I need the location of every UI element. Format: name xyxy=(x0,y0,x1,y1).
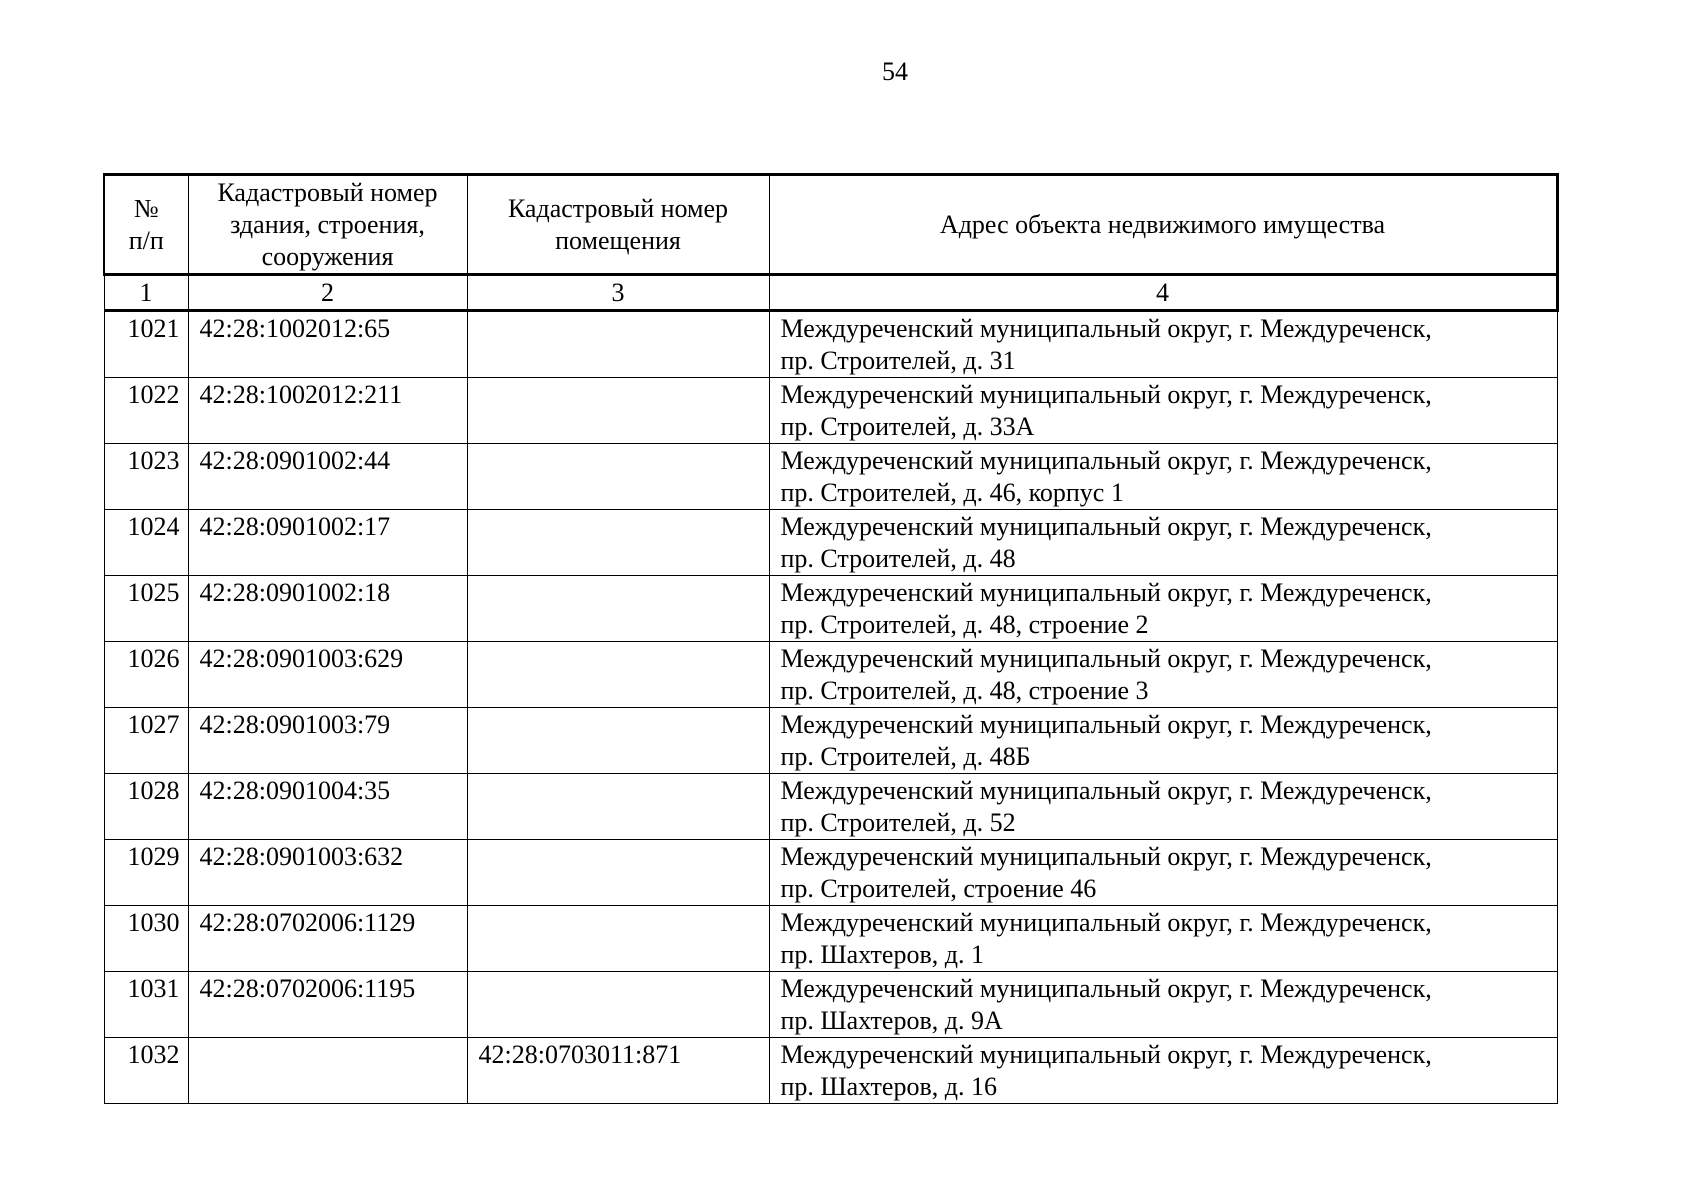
address-cell xyxy=(769,576,1557,642)
column-number: 2 xyxy=(188,275,467,311)
table-row xyxy=(104,510,1557,576)
address-line: пр. Строителей, д. 48Б xyxy=(780,742,1031,771)
address-line: пр. Шахтеров, д. 1 xyxy=(780,940,984,969)
building-cadastral-number: 42:28:0901004:35 xyxy=(188,774,467,840)
header-number-line: п/п xyxy=(128,225,164,255)
building-cadastral-number: 42:28:0901003:629 xyxy=(188,642,467,708)
column-number: 3 xyxy=(467,275,769,311)
header-address xyxy=(769,175,1557,275)
table-body xyxy=(104,311,1557,1104)
address-line: пр. Строителей, д. 31 xyxy=(780,346,1016,375)
room-cadastral-number xyxy=(467,774,769,840)
building-cadastral-number: 42:28:0901003:632 xyxy=(188,840,467,906)
address-line: пр. Строителей, д. 33А xyxy=(780,412,1035,441)
address-line: пр. Строителей, д. 48, строение 2 xyxy=(780,610,1149,639)
building-cadastral-number: 42:28:0901003:79 xyxy=(188,708,467,774)
room-cadastral-number xyxy=(467,510,769,576)
row-number: 1029 xyxy=(104,840,188,906)
row-number: 1025 xyxy=(104,576,188,642)
header-building-line: сооружения xyxy=(261,241,394,271)
address-line: пр. Шахтеров, д. 9А xyxy=(780,1006,1003,1035)
building-cadastral-number: 42:28:0702006:1195 xyxy=(188,972,467,1038)
address-line: Междуреченский муниципальный округ, г. Междуреченск, xyxy=(780,776,1432,805)
header-building-line: Кадастровый номер xyxy=(217,177,438,207)
header-room-line: помещения xyxy=(555,225,681,255)
address-cell xyxy=(769,972,1557,1038)
address-line: Междуреченский муниципальный округ, г. Междуреченск, xyxy=(780,446,1432,475)
property-registry-table xyxy=(103,173,1559,1104)
table-row xyxy=(104,642,1557,708)
address-line: Междуреченский муниципальный округ, г. Междуреченск, xyxy=(780,578,1432,607)
header-address-line: Адрес объекта недвижимого имущества xyxy=(939,209,1386,239)
room-cadastral-number xyxy=(467,311,769,378)
row-number: 1031 xyxy=(104,972,188,1038)
room-cadastral-number xyxy=(467,378,769,444)
header-number xyxy=(104,175,188,275)
address-cell xyxy=(769,774,1557,840)
address-cell xyxy=(769,444,1557,510)
table-row xyxy=(104,972,1557,1038)
row-number: 1032 xyxy=(104,1038,188,1104)
column-number: 4 xyxy=(769,275,1557,311)
table-row xyxy=(104,906,1557,972)
header-building-line: здания, строения, xyxy=(230,209,425,239)
table-header xyxy=(104,175,1557,311)
address-cell xyxy=(769,840,1557,906)
room-cadastral-number xyxy=(467,642,769,708)
table-row xyxy=(104,1038,1557,1104)
header-building-cadastral xyxy=(188,175,467,275)
header-number-line: № xyxy=(133,193,159,223)
table-row xyxy=(104,576,1557,642)
row-number: 1024 xyxy=(104,510,188,576)
table-row xyxy=(104,311,1557,378)
room-cadastral-number: 42:28:0703011:871 xyxy=(467,1038,769,1104)
address-cell xyxy=(769,378,1557,444)
row-number: 1026 xyxy=(104,642,188,708)
room-cadastral-number xyxy=(467,576,769,642)
row-number: 1022 xyxy=(104,378,188,444)
building-cadastral-number: 42:28:0901002:18 xyxy=(188,576,467,642)
table-row xyxy=(104,444,1557,510)
address-cell xyxy=(769,642,1557,708)
building-cadastral-number: 42:28:1002012:211 xyxy=(188,378,467,444)
table-row xyxy=(104,840,1557,906)
address-line: пр. Строителей, строение 46 xyxy=(780,874,1097,903)
address-cell xyxy=(769,906,1557,972)
building-cadastral-number: 42:28:0702006:1129 xyxy=(188,906,467,972)
address-line: Междуреченский муниципальный округ, г. Междуреченск, xyxy=(780,710,1432,739)
address-line: Междуреченский муниципальный округ, г. Междуреченск, xyxy=(780,842,1432,871)
room-cadastral-number xyxy=(467,972,769,1038)
table-row xyxy=(104,378,1557,444)
room-cadastral-number xyxy=(467,840,769,906)
header-row xyxy=(104,175,1557,275)
room-cadastral-number xyxy=(467,906,769,972)
address-line: Междуреченский муниципальный округ, г. Междуреченск, xyxy=(780,380,1432,409)
address-line: Междуреченский муниципальный округ, г. Междуреченск, xyxy=(780,974,1432,1003)
table-row xyxy=(104,708,1557,774)
room-cadastral-number xyxy=(467,444,769,510)
address-cell xyxy=(769,311,1557,378)
address-line: пр. Строителей, д. 46, корпус 1 xyxy=(780,478,1124,507)
address-line: пр. Строителей, д. 48 xyxy=(780,544,1016,573)
header-room-cadastral xyxy=(467,175,769,275)
page-number: 54 xyxy=(882,57,908,86)
building-cadastral-number: 42:28:0901002:17 xyxy=(188,510,467,576)
building-cadastral-number: 42:28:1002012:65 xyxy=(188,311,467,378)
row-number: 1021 xyxy=(104,311,188,378)
address-cell xyxy=(769,708,1557,774)
building-cadastral-number: 42:28:0901002:44 xyxy=(188,444,467,510)
address-cell xyxy=(769,510,1557,576)
address-line: Междуреченский муниципальный округ, г. Междуреченск, xyxy=(780,644,1432,673)
address-cell xyxy=(769,1038,1557,1104)
row-number: 1027 xyxy=(104,708,188,774)
address-line: Междуреченский муниципальный округ, г. Междуреченск, xyxy=(780,512,1432,541)
column-number: 1 xyxy=(104,275,188,311)
address-line: Междуреченский муниципальный округ, г. Междуреченск, xyxy=(780,908,1432,937)
address-line: пр. Строителей, д. 48, строение 3 xyxy=(780,676,1149,705)
address-line: Междуреченский муниципальный округ, г. Междуреченск, xyxy=(780,314,1432,343)
address-line: Междуреченский муниципальный округ, г. Междуреченск, xyxy=(780,1040,1432,1069)
address-line: пр. Строителей, д. 52 xyxy=(780,808,1016,837)
table-row xyxy=(104,774,1557,840)
room-cadastral-number xyxy=(467,708,769,774)
column-number-row xyxy=(104,275,1557,311)
header-room-line: Кадастровый номер xyxy=(507,193,729,223)
row-number: 1028 xyxy=(104,774,188,840)
address-line: пр. Шахтеров, д. 16 xyxy=(780,1072,997,1101)
row-number: 1023 xyxy=(104,444,188,510)
building-cadastral-number xyxy=(188,1038,467,1104)
row-number: 1030 xyxy=(104,906,188,972)
